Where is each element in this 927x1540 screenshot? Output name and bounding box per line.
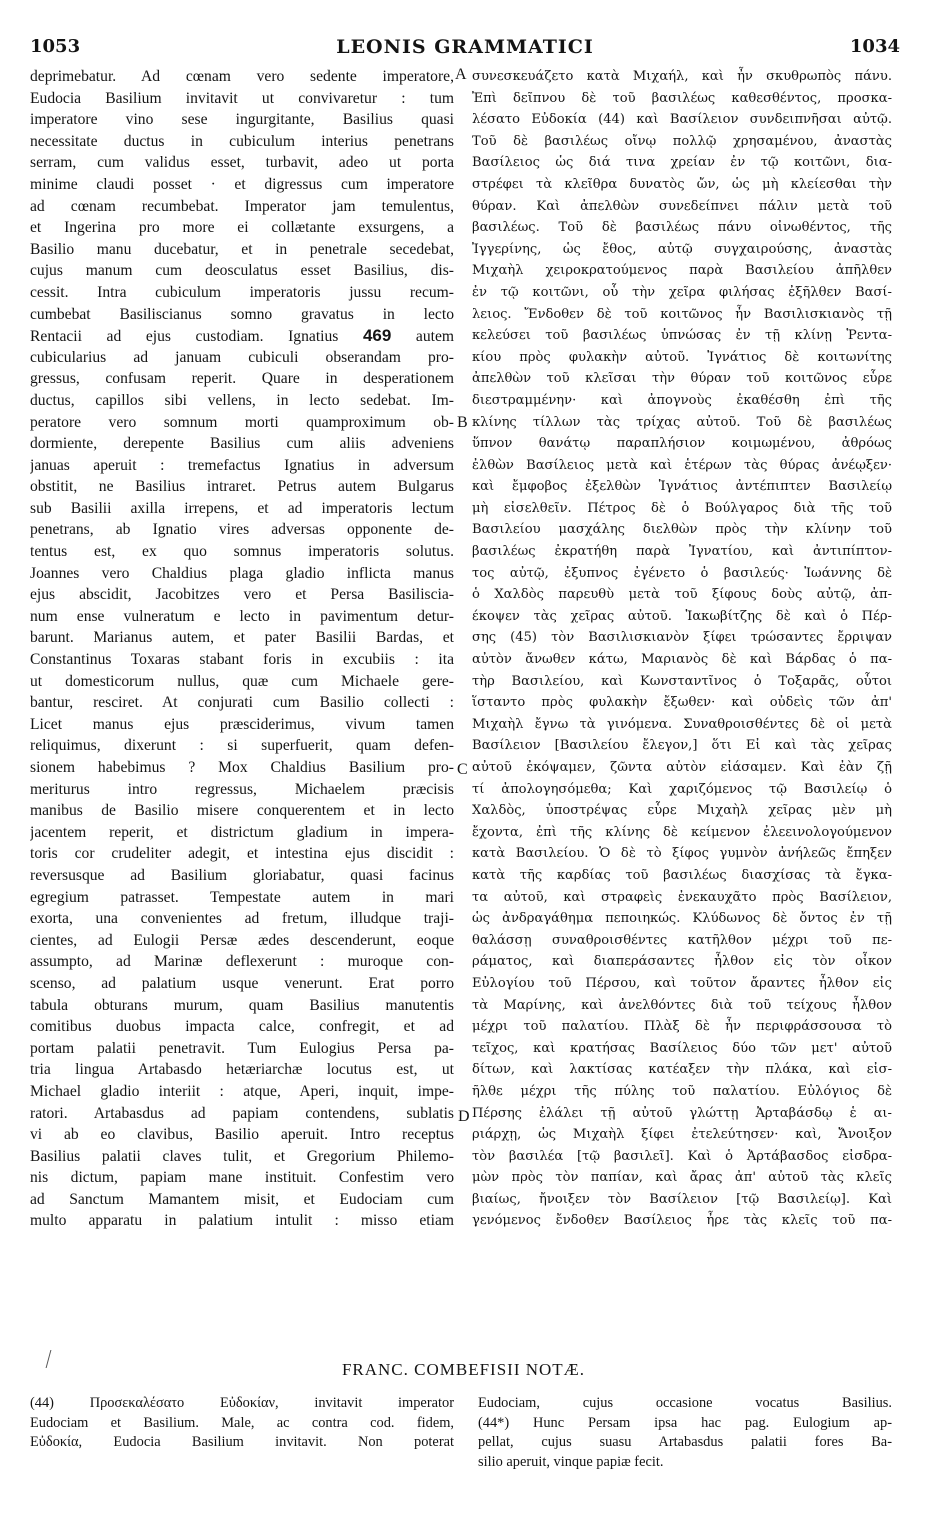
greek-text-line: τὸν βασιλέα [τῷ βασιλεῖ]. Καὶ ὁ Ἀρτάβασδος εἰσδρα- (472, 1148, 892, 1164)
latin-text-line: assumpto, ad Marinæ deflexerunt : muroque con- (30, 953, 454, 971)
latin-text-line: Basilio manu ducebatur, et in penetrale secedebat, (30, 240, 454, 258)
note-line: Eudociam, cujus occasione vocatus Basilius. (478, 1395, 892, 1411)
latin-text-line: meriturus intro regressus, Michaelem præcisis (30, 780, 454, 798)
latin-text-line: cientes, ad Eulogii Persæ ædes descenderunt, eoque (30, 931, 454, 949)
latin-text-line: ratori. Artabasdus ad papiam contendens, sublatis (30, 1104, 454, 1122)
latin-text-line: cubicularius ad januam cubiculi obserandam pro- (30, 348, 454, 366)
greek-text-line: στρέφει τὰ κλεῖθρα δυνατὸς ὤν, ὡς μὴ κλείεσθαι τὴν (472, 176, 892, 192)
latin-text-line: ad Sanctum Mamantem misit, et Eudociam cum (30, 1190, 454, 1208)
greek-text-line: λέσατο Εὐδοκία (44) καὶ Βασίλειον συνδειπνῆσαι αὐτῷ. (472, 112, 892, 128)
greek-text-line: αὐτοῦ ἐκόψαμεν, ζῶντα αὐτὸν εἰάσαμεν. Καὶ ἐὰν ζῇ (472, 760, 892, 775)
greek-text-line: μέχρι τοῦ παλατίου. Πλὰξ δὲ ἦν περιφράσσουσα τὸ (472, 1019, 892, 1035)
page-number-right: 1034 (849, 36, 900, 57)
latin-text-line: exorta, una convenientes ad fretum, illudque traji- (30, 910, 454, 928)
latin-text-line: minime claudi posset · et digressus cum imperatore (30, 175, 454, 193)
latin-text-line: januas aperuit : tremefactus Ignatius in adversum (30, 456, 454, 474)
note-line: (44) Προσεκαλέσατο Εὐδοκίαν, invitavit imperator (30, 1395, 454, 1411)
latin-text-line: scenso, ad palatium usque venerunt. Erat porro (30, 974, 454, 992)
greek-text-line: ἀπελθὼν τοῦ κλεῖσαι τὴν θύραν τοῦ κοιτῶνος εὗρε (472, 371, 892, 387)
greek-text-line: κελεύσει τοῦ βασιλέως ὑπνώσας ἐν τῇ κλίνῃ Ῥεντα- (472, 328, 892, 344)
greek-text-line: ἔχοντα, ἐπὶ τῆς κλίνης δὲ κείμενον ἐλεεινολογούμενον (472, 824, 892, 840)
latin-text-line: ejus abscidit, Jacobitzes vero et Persa Basilisciа- (30, 586, 454, 604)
greek-text-line: Μιχαὴλ ἔγνω τὰ γινόμενα. Συναθροισθέντες δὲ οἱ μετὰ (472, 716, 892, 732)
latin-text-line: Licet manus ejus præsciderimus, vivum tamen (30, 715, 454, 733)
greek-text-line: Ἐπὶ δεῖπνου δὲ τοῦ βασιλέως καθεσθέντος, προσκα- (472, 90, 892, 106)
greek-text-line: ράματος, καὶ διαπεράσαντες ἦλθον εἰς τὸν οἶκον (472, 954, 892, 970)
greek-text-line: βασιλέως. Τοῦ δὲ βασιλέως πάνυ οἰνωθέντος, τῆς (472, 220, 892, 236)
latin-text-line: serram, cum validus esset, turbavit, adeo ut porta (30, 154, 454, 172)
latin-text-line: tabula obturans murum, quam Basilius manutentis (30, 996, 454, 1014)
greek-text-line: κίου πρὸς φυλακὴν αὐτοῦ. Ἰγνάτιος δὲ κοιτωνίτης (472, 349, 892, 365)
greek-text-line: Βασίλειον [Βασιλείου ἔλεγον,] ὅτι Εἰ καὶ τὰς χεῖρας (472, 738, 892, 754)
latin-text-line: obstitit, ne Basilius intraret. Petrus autem Bulgarus (30, 478, 454, 496)
latin-text-line: et Ingerina pro more ei collætante exsurgens, a (30, 219, 454, 237)
greek-text-line: καὶ ἔμφοβος ἐξελθὼν Ἰγνάτιος ἀντέπιπτεν Βασιλείῳ (472, 479, 892, 495)
greek-text-line: μὼν πρὸς τὸν παπίαν, καὶ ἄρας ἀπ' αὐτοῦ τὰς κλεῖς (472, 1170, 892, 1186)
latin-text-line: barunt. Marianus autem, et pater Basilii Bardas, et (30, 629, 454, 647)
greek-text-line: βασιλέως ἐκρατήθη παρὰ Ἰγνατίου, καὶ ἀντιπίπτον- (472, 544, 892, 560)
latin-text-line: tentus est, ex quo somnus imperatoris solutus. (30, 543, 454, 561)
latin-text-line: penetrans, ab Ignatio vires adversas opponente de- (30, 521, 454, 539)
greek-text-line: Ἰγγερίνης, ὡς ἔθος, αὐτῷ συγχαιρούσης, ἀναστὰς (472, 241, 892, 257)
note-line: silio aperuit, vinque papiæ fecit. (478, 1453, 664, 1470)
greek-text-line: Βασίλειος ὡς διά τινα χρείαν ἐν τῷ κοιτῶνι, δια- (472, 155, 892, 171)
greek-text-line: έκοψεν τὰς χεῖρας αὐτοῦ. Ἰακωβίτζης δὲ καὶ ὁ Πέρ- (472, 608, 892, 624)
margin-letter-b: B (457, 414, 468, 431)
note-line: Εὐδοκία, Eudocia Basilium invitavit. Non poterat (30, 1434, 454, 1450)
greek-text-line: θύραν. Καὶ ἀπελθὼν συνεδείπνει πάλιν μετὰ τοῦ (472, 198, 892, 214)
latin-text-line: jacentem reperit, et districtum gladium in impera- (30, 823, 454, 841)
greek-text-line: κλίνης τίλλων τὰς τρίχας αὐτοῦ. Τοῦ δὲ βασιλέως (472, 414, 892, 430)
latin-text-line: imperatore vino sese ingurgitante, Basilius quasi (30, 111, 454, 129)
latin-text-line: Rentacii ad ejus custodiam. Ignatius 469 autem (30, 326, 454, 346)
latin-text-line: deprimebatur. Ad cœnam vero sedente imperatore, (30, 68, 454, 85)
latin-text-line: ut domesticorum nullus, quæ cum Michaele gere- (30, 672, 454, 690)
greek-text-line: σης (45) τὸν Βασιλισκιανὸν ξίφει τρώσαντες ἔρριψαν (472, 630, 892, 646)
latin-text-line: egregium patrasset. Tempestate autem in mari (30, 888, 454, 906)
greek-text-line: ἐλθὼν Βασίλειος μετὰ καὶ ἑτέρων τὰς θύρας ἀνέῳξεν· (472, 457, 892, 473)
margin-letter-d: D (458, 1108, 470, 1125)
greek-text-line: ριάρχῃ, ὡς Μιχαὴλ ξίφει ἐτελεύτησεν· καὶ, Ἄνοιξον (472, 1127, 892, 1143)
greek-text-line: Βασιλείου μασχάλης διελθὼν πρὸς τὴν κλίνην τοῦ (472, 522, 892, 538)
latin-text-line: cumbebat Basiliscianus somno gravatus in lecto (30, 305, 454, 323)
latin-text-line: nis dictum, papiam mane instituit. Confestim vero (30, 1169, 454, 1187)
latin-text-line: comitibus duobus impacta calce, confregit, et ad (30, 1018, 454, 1036)
latin-text-line: ad cœnam recumbebat. Imperator jam temulentus, (30, 197, 454, 215)
notes-title: FRANC. COMBEFISII NOTÆ. (341, 1360, 586, 1379)
greek-text-line: κατὰ Βασιλείου. Ὁ δὲ τὸ ξίφος γυμνὸν ἀνήλεῶς ἔπηξεν (472, 846, 892, 862)
latin-text-line: necessitate ductus in cubiculum interius penetrans (30, 132, 454, 150)
greek-text-line: Πέρσης ἐλάλει τῇ αὐτοῦ γλώττῃ Ἀρταβάσδῳ ἑ αι- (472, 1105, 892, 1121)
greek-text-line: τεῖχος, καὶ κρατήσας Βασίλειος δύο τῶν μετ' αὐτοῦ (472, 1040, 892, 1056)
greek-text-line: Χαλδὸς, ὑποστρέψας εὗρε Μιχαὴλ χεῖρας μὲν μὴ (472, 803, 892, 819)
latin-text-line: Constantinus Toxaras stabant foris in excubiis : ita (30, 651, 454, 669)
running-title: LEONIS GRAMMATICI (336, 36, 594, 58)
note-line: pellat, cujus suasu Artabasdus palatii fores Ba- (478, 1434, 892, 1450)
greek-text-line: τὰ Μαρίνης, καὶ ἀνελθόντες διὰ τοῦ τείχους ἦλθον (472, 997, 892, 1013)
latin-text-line: multo apparatu in palatium intulit : misso etiam (30, 1212, 454, 1230)
note-line: (44*) Hunc Persam ipsa hac pag. Eulogium ap- (478, 1414, 892, 1431)
margin-letter-a: A (455, 66, 467, 83)
latin-text-line: Joannes vero Chaldius plaga gladio inflicta manus (30, 564, 454, 582)
latin-text-line: bantur, resciret. At conjurati cum Basilio collecti : (30, 694, 454, 712)
greek-text-line: τος αὐτῷ, ἐξυπνος ἐγένετο ὁ βασιλεύς· Ἰωάννης δὲ (472, 565, 892, 581)
greek-text-line: αὐτὸν ἄνωθεν κάτω, Μαριανὸς δὲ καὶ Βάρδας ὁ πα- (472, 652, 892, 668)
notes-left-column (30, 1394, 454, 1526)
greek-text-line: διεστραμμένην· καὶ ἀπογνοὺς ἐκαθέσθη ἐπὶ τῆς (472, 392, 892, 408)
greek-text-line: συνεσκευάζετο κατὰ Μιχαήλ, καὶ ἦν σκυθρωπὸς πάνυ. (472, 69, 892, 84)
latin-text-line: dormiente, derepente Basilius cum aliis adveniens (30, 435, 454, 453)
greek-text-line: γενόμενος ἔνδοθεν Βασίλειος ἦρε τὰς κλεῖς τοῦ πα- (472, 1213, 892, 1229)
greek-text-line: ὕπνον θανάτῳ παραπλήσιον κοιμωμένου, ἀθρόως (472, 436, 892, 452)
greek-text-line: λειος. Ἔνδοθεν δὲ τοῦ κοιτῶνος ἦν Βασιλισκιανὸς τῇ (472, 306, 892, 322)
note-line: Eudociam et Basilium. Male, ac contra cod. fidem, (30, 1414, 454, 1431)
latin-text-line: peratore vero somnum morti quamproximum ob- (30, 413, 454, 431)
greek-text-line: θαλάσσῃ συναθροισθέντες κατῆλθον μέχρι τοῦ πε- (472, 932, 892, 948)
latin-text-line: num ense vulneratum e lecto in pavimentum detur- (30, 607, 454, 625)
latin-text-line: ductus, capillos sibi vellens, in lecto sedebat. Im- (30, 391, 454, 409)
page-header (30, 36, 900, 64)
greek-column (472, 66, 892, 1362)
greek-text-line: Τοῦ δὲ βασιλέως οἴνῳ πολλῷ χρησαμένου, ἀναστὰς (472, 133, 892, 149)
notes-right-column (478, 1394, 892, 1526)
latin-text-line: toris cor crudeliter adegit, et intestina ejus discidit : (30, 845, 454, 863)
greek-text-line: τα αὐτοῦ, καὶ στραφεὶς ἐνεκαυχᾶτο πρὸς Βασίλειον, (472, 889, 892, 905)
page-number-left: 1053 (30, 36, 81, 57)
greek-text-line: μὴ εἰσελθεῖν. Πέτρος δὲ ὁ Βούλγαρος διὰ τῆς τοῦ (472, 500, 892, 516)
latin-text-line: Basilius palatii claves tulit, et Gregorium Philemo- (30, 1147, 454, 1165)
latin-text-line: Michael gladio interiit : atque, Aperi, inquit, impe- (30, 1082, 454, 1100)
latin-text-line: reversusque ad Basilium gloriabatur, quasi facinus (30, 866, 454, 884)
greek-text-line: Μιχαὴλ χειροκρατούμενος παρὰ Βασιλείου ἀπῆλθεν (472, 263, 892, 279)
greek-text-line: βιαίως, ἤνοιξεν τὸν Βασίλειον [τῷ Βασιλείῳ]. Καὶ (472, 1191, 892, 1207)
latin-text-line: sionem habebimus ? Mox Chaldius Basilium pro- (30, 759, 454, 776)
greek-text-line: τὴρ Βασιλείου, καὶ Κωνσταντῖνος ὁ Τοξαρᾶς, οὗτοι (472, 673, 892, 689)
greek-text-line: Εὐλογίου τοῦ Πέρσου, καὶ τοῦτον ἄραντες ἦλθον εἰς (472, 975, 892, 991)
latin-text-line: Eudocia Basilium invitavit ut convivaretur : tum (30, 89, 454, 107)
greek-text-line: τί ἀπολογησόμεθα; Καὶ χαριζόμενος τῷ Βασιλείῳ ὁ (472, 781, 892, 797)
column-number: 469 (362, 326, 392, 346)
latin-text-line: manibus de Basilio misere conquerentem et in lecto (30, 802, 454, 820)
latin-text-line: cessit. Intra cubiculum imperatoris jussu recum- (30, 283, 454, 301)
latin-text-line: vi ab eo clavibus, Basilio aperuit. Intro receptus (30, 1126, 454, 1144)
greek-text-line: ὁ Χαλδὸς παρευθὺ μετὰ τοῦ ξίφους δοὺς αὐτῷ, ἀπ- (472, 587, 892, 603)
greek-text-line: ἵσταντο πρὸς φυλακὴν ἔξωθεν· καὶ οὐδεὶς τῶν ἀπ' (472, 695, 892, 711)
latin-text-line: gressus, confusam reperit. Quare in desperationem (30, 370, 454, 388)
latin-text-line: sub Basilii axilla irrepens, et ad imperatoris lectum (30, 499, 454, 517)
margin-letter-c: C (457, 761, 468, 778)
latin-text-line: cujus manum cum deosculatus esset Basilius, dis- (30, 262, 454, 280)
latin-column (30, 66, 454, 1362)
greek-text-line: ὡς ἀνδραγάθημα πεποιηκώς. Κλύδωνος δὲ ὄντος ἐν τῇ (472, 911, 892, 927)
greek-text-line: δίτων, καὶ λακτίσας κατέαξεν τὴν πλάκα, καὶ εἰσ- (472, 1062, 892, 1078)
greek-text-line: ἐν τῷ κοιτῶνι, οὗ τὴν χεῖρα φιλήσας ἐξῆλθεν Βασί- (472, 284, 892, 300)
latin-text-line: reliquimus, dixerunt : si superfuerit, quam defen- (30, 737, 454, 755)
greek-text-line: ῆλθε μέχρι τῆς πύλης τοῦ παλατίου. Εὐλόγιος δὲ (472, 1083, 892, 1099)
greek-text-line: κατὰ τῆς καρδίας τοῦ βασιλέως διασχίσας τὰ ἔγκα- (472, 867, 892, 883)
latin-text-line: portam palatii penetravit. Tum Eulogius Persa pa- (30, 1039, 454, 1057)
latin-text-line: tria lingua Artabasdo hetæriarchæ locutus est, ut (30, 1061, 454, 1079)
